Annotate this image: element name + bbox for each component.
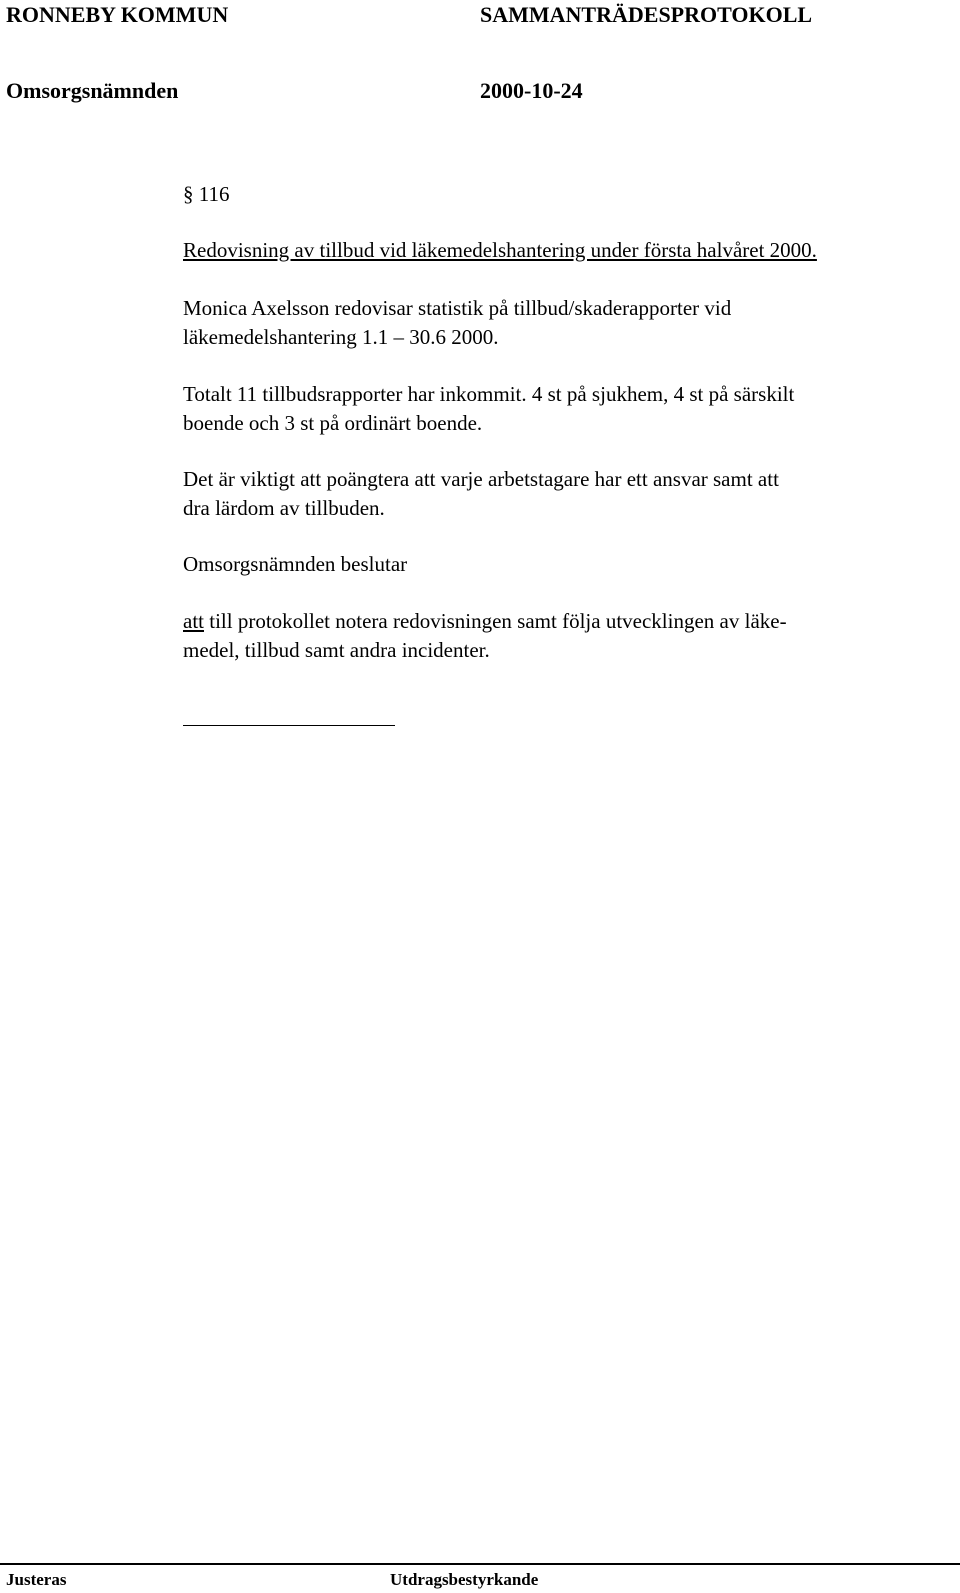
decision-att-word: att [183, 609, 204, 633]
document-type: SAMMANTRÄDESPROTOKOLL [480, 2, 813, 27]
footer-rule [0, 1563, 960, 1565]
paragraph-1-line-2: läkemedelshantering 1.1 – 30.6 2000. [183, 325, 499, 349]
paragraph-2-line-2: boende och 3 st på ordinärt boende. [183, 411, 483, 435]
signature-separator-line [183, 725, 395, 726]
paragraph-3-line-1: Det är viktigt att poängtera att varje arbetstagare har ett ansvar samt att [183, 467, 779, 491]
footer-utdragsbestyrkande: Utdragsbestyrkande [390, 1570, 539, 1589]
decision-line-2: medel, tillbud samt andra incidenter. [183, 638, 490, 662]
decision-text [183, 607, 913, 665]
paragraph-3-line-2: dra lärdom av tillbuden. [183, 496, 385, 520]
paragraph-1-line-1: Monica Axelsson redovisar statistik på tillbud/skaderapporter vid [183, 296, 732, 320]
committee-name: Omsorgsnämnden [6, 78, 179, 103]
section-title: Redovisning av tillbud vid läkemedelshantering under första halvåret 2000. [183, 238, 817, 262]
paragraph-3 [183, 465, 913, 523]
municipality-name: RONNEBY KOMMUN [6, 2, 229, 27]
decision-line-1 [183, 607, 913, 636]
meeting-date: 2000-10-24 [480, 78, 583, 103]
paragraph-2-line-1: Totalt 11 tillbudsrapporter har inkommit. 4 st på sjukhem, 4 st på särskilt [183, 382, 795, 406]
footer-justeras: Justeras [6, 1570, 67, 1589]
paragraph-1 [183, 294, 913, 352]
paragraph-2 [183, 380, 913, 438]
section-number: § 116 [183, 182, 230, 206]
decision-intro: Omsorgsnämnden beslutar [183, 552, 408, 576]
decision-line-1-rest: till protokollet notera redovisningen samt följa utvecklingen av läke- [204, 609, 787, 633]
